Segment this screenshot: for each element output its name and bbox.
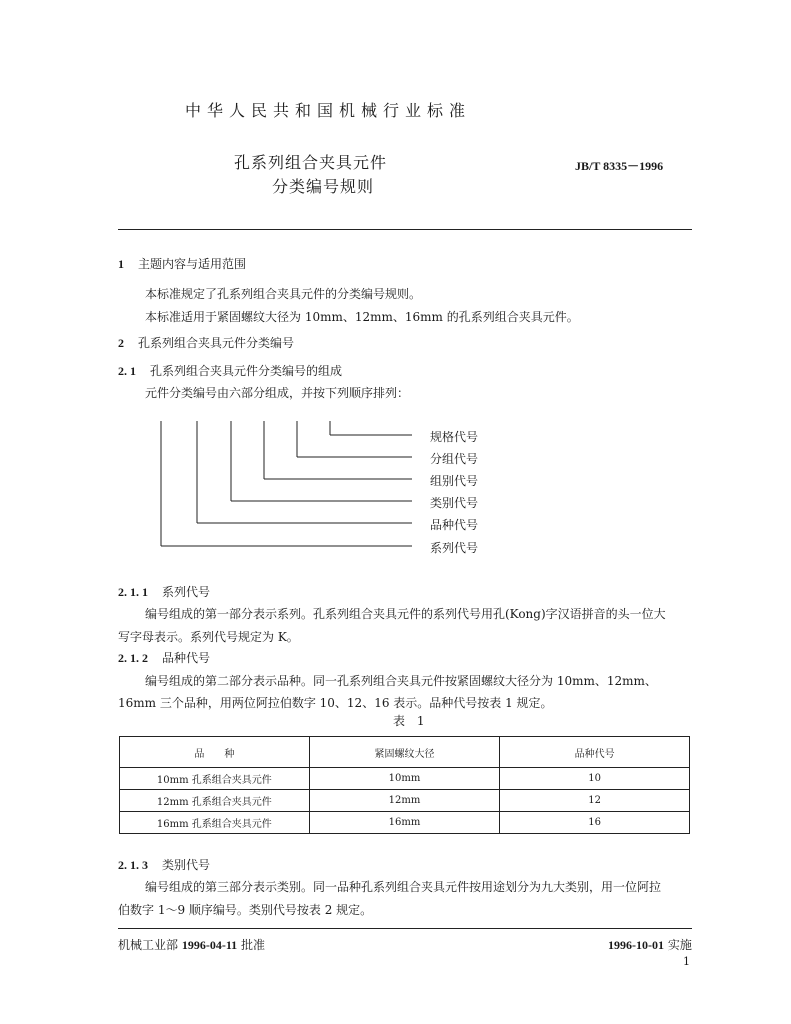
paragraph: 编号组成的第一部分表示系列。孔系列组合夹具元件的系列代号用孔(Kong)字汉语拼音的头一位大: [145, 607, 666, 621]
table-header-cell: 紧固螺纹大径: [309, 737, 500, 768]
approval-line: [118, 936, 265, 953]
footer-divider: [118, 928, 692, 929]
section-2-1-3-heading: [118, 856, 210, 873]
table-caption: 表 1: [393, 714, 429, 728]
paragraph: 16mm 三个品种，用两位阿拉伯数字 10、12、16 表示。品种代号按表 1 规定。: [118, 696, 553, 710]
section-number: 2. 1: [118, 364, 136, 378]
table-header-cell: 品 种: [120, 737, 310, 768]
table-cell: 16: [500, 812, 690, 834]
paragraph: 本标准适用于紧固螺纹大径为 10mm、12mm、16mm 的孔系列组合夹具元件。: [145, 310, 579, 324]
section-number: 2. 1. 3: [118, 858, 148, 872]
section-title: 主题内容与适用范围: [138, 257, 247, 271]
table-cell: 12: [500, 790, 690, 812]
table-cell: 16mm 孔系组合夹具元件: [120, 812, 310, 834]
implementation-action: 实施: [667, 938, 692, 952]
table-header-cell: 品种代号: [500, 737, 690, 768]
paragraph: 编号组成的第二部分表示品种。同一孔系列组合夹具元件按紧固螺纹大径分为 10mm、12mm、: [145, 674, 657, 688]
table-cell: 16mm: [309, 812, 500, 834]
label-group-code: 组别代号: [430, 474, 479, 488]
table-cell: 10mm 孔系组合夹具元件: [120, 768, 310, 790]
label-series-code: 系列代号: [430, 541, 479, 555]
approval-org: 机械工业部: [118, 938, 179, 952]
table-row: [120, 790, 690, 812]
table-cell: 10mm: [309, 768, 500, 790]
table-cell: 12mm 孔系组合夹具元件: [120, 790, 310, 812]
section-title: 系列代号: [162, 585, 211, 599]
standard-number: JB/T 8335－1996: [575, 159, 664, 173]
table-row: [120, 768, 690, 790]
table-cell: 10: [500, 768, 690, 790]
section-2-1-1-heading: [118, 583, 210, 600]
document-title-line2: 分类编号规则: [272, 177, 375, 196]
table-header-row: [120, 737, 690, 768]
paragraph: 编号组成的第三部分表示类别。同一品种孔系列组合夹具元件按用途划分为九大类别，用一位阿拉: [145, 880, 662, 894]
section-title: 品种代号: [162, 651, 211, 665]
paragraph: 写字母表示。系列代号规定为 K。: [118, 630, 299, 644]
section-number: 2: [118, 336, 124, 350]
approval-date: 1996-04-11: [181, 938, 238, 952]
section-title: 孔系列组合夹具元件分类编号: [138, 336, 295, 350]
document-title-line1: 孔系列组合夹具元件: [234, 153, 388, 172]
section-title: 孔系列组合夹具元件分类编号的组成: [150, 364, 343, 378]
implementation-line: [608, 936, 692, 953]
label-category-code: 类别代号: [430, 496, 479, 510]
section-number: 2. 1. 1: [118, 585, 148, 599]
section-number: 2. 1. 2: [118, 651, 148, 665]
section-title: 类别代号: [162, 858, 211, 872]
paragraph: 本标准规定了孔系列组合夹具元件的分类编号规则。: [145, 287, 422, 301]
label-subgroup-code: 分组代号: [430, 452, 479, 466]
section-number: 1: [118, 257, 124, 271]
table-row: [120, 812, 690, 834]
paragraph: 伯数字 1～9 顺序编号。类别代号按表 2 规定。: [118, 903, 373, 917]
page-number: 1: [683, 955, 690, 968]
paragraph: 元件分类编号由六部分组成，并按下列顺序排列：: [145, 386, 410, 400]
issuing-organization: 中华人民共和国机械行业标准: [185, 101, 472, 120]
section-2-1-2-heading: [118, 649, 210, 666]
label-spec-code: 规格代号: [430, 430, 479, 444]
implementation-date: 1996-10-01: [608, 938, 664, 952]
table-cell: 12mm: [309, 790, 500, 812]
variety-code-table: [119, 736, 690, 834]
label-variety-code: 品种代号: [430, 518, 479, 532]
approval-action: 批准: [241, 938, 266, 952]
